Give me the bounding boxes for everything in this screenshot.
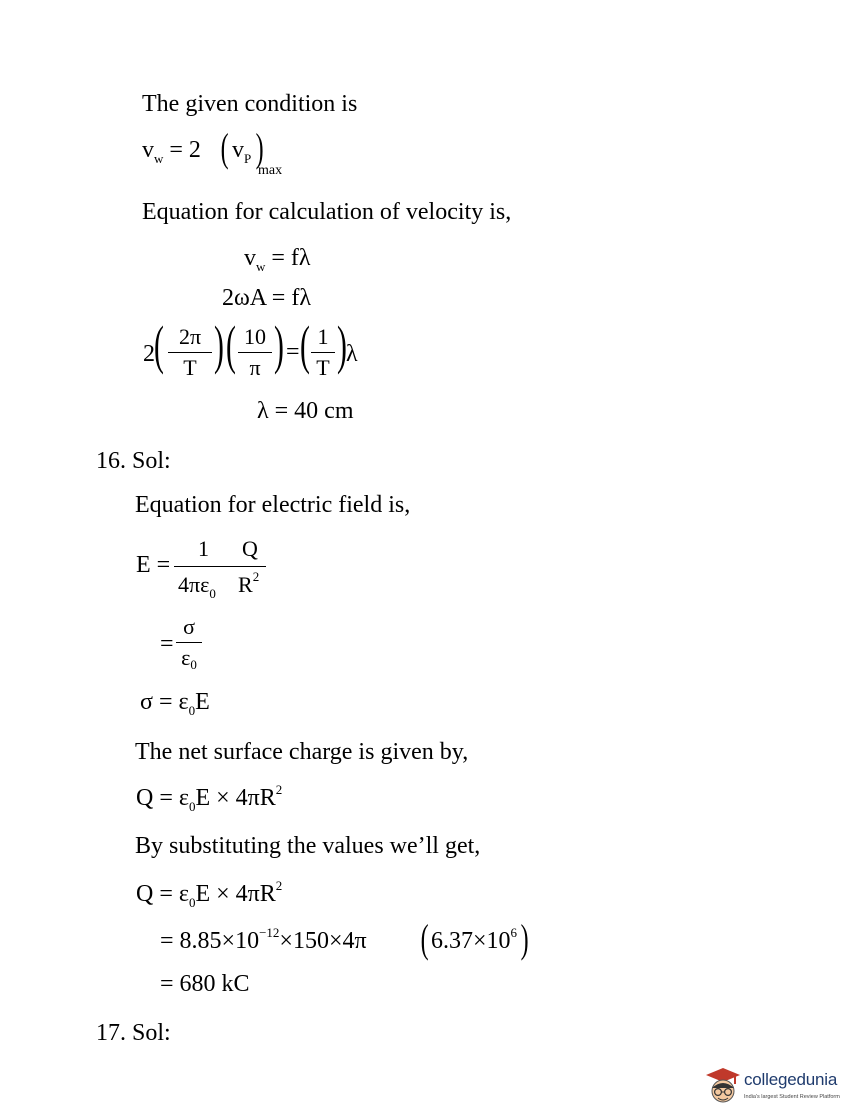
frac-lambda: λ <box>346 341 358 367</box>
fraction-1-over-T <box>311 324 335 381</box>
numeric-paren-open: ( <box>420 916 429 961</box>
sigma-post: E <box>195 689 210 715</box>
E-den-R-letter: R <box>238 572 253 597</box>
frac-coefficient: 2 <box>143 341 155 367</box>
sigma-den <box>176 642 202 671</box>
E-den-1 <box>178 572 216 601</box>
Q-equation-1 <box>136 782 283 814</box>
condition-equation <box>142 137 201 166</box>
result-equation: = 680 kC <box>160 971 250 997</box>
Q1-mid: E × 4πR <box>195 785 276 811</box>
numeric-a-sup: −12 <box>259 925 280 940</box>
logo-name: collegedunia <box>744 1070 838 1089</box>
sigma-equation <box>140 689 210 718</box>
frac-equals: = <box>286 339 300 365</box>
lambda-result: λ = 40 cm <box>257 398 354 424</box>
numeric-paren-close: ) <box>520 916 529 961</box>
inner-v <box>232 137 252 166</box>
electric-field-text: Equation for electric field is, <box>135 492 411 518</box>
fraction-3-num: 1 <box>317 324 329 349</box>
Q-equation-2 <box>136 878 283 910</box>
logo-tagline: India's largest Student Review Platform <box>744 1094 840 1100</box>
sigma-den-sub: 0 <box>190 657 197 672</box>
E-num-1: 1 <box>198 536 209 561</box>
vw-equation <box>244 245 311 274</box>
Q2-mid: E × 4πR <box>195 881 276 907</box>
vw-sub: w <box>256 259 266 274</box>
sigma-pre: σ = ε <box>140 689 189 715</box>
fraction-2pi-over-T <box>168 324 212 381</box>
velocity-equation-text: Equation for calculation of velocity is, <box>142 199 512 225</box>
sigma-den-eps: ε <box>181 645 191 670</box>
E-den-R-sup: 2 <box>252 569 260 584</box>
paren-2-close: ) <box>274 315 284 375</box>
net-charge-text: The net surface charge is given by, <box>135 739 469 765</box>
fraction-1-den: T <box>168 352 212 381</box>
question-16-heading: 16. Sol: <box>96 448 171 474</box>
numeric-c: 6.37×10 <box>431 928 511 954</box>
paren-3-close: ) <box>337 315 347 375</box>
sigma-over-eps <box>176 614 202 671</box>
vw-v: v <box>244 245 256 271</box>
paren-close: ) <box>255 125 264 170</box>
inner-v-sub: P <box>244 151 252 166</box>
collegedunia-logo <box>704 1062 854 1114</box>
sigma-frac-equals: = <box>160 631 174 657</box>
equals-two: = 2 <box>169 137 201 163</box>
E-num-Q: Q <box>242 536 258 561</box>
sigma-sub: 0 <box>188 703 196 718</box>
Q1-sup: 2 <box>275 782 283 797</box>
lhs-v: v <box>142 137 154 163</box>
numeric-c-sup: 6 <box>510 925 518 940</box>
numeric-b: ×150×4π <box>279 928 367 954</box>
omega-equation: 2ωA = fλ <box>222 285 311 311</box>
Q1-sub: 0 <box>188 799 196 814</box>
E-den-eps-sub: 0 <box>209 586 216 601</box>
lhs-sub: w <box>154 151 164 166</box>
paren-open: ( <box>220 125 229 170</box>
vw-rhs: = fλ <box>271 245 311 271</box>
inner-v-letter: v <box>232 137 244 163</box>
E-lhs: E = <box>136 552 171 578</box>
Q2-sub: 0 <box>188 895 196 910</box>
substitution-text: By substituting the values we’ll get, <box>135 833 481 859</box>
numeric-a: = 8.85×10 <box>160 928 260 954</box>
max-subscript: max <box>258 163 283 178</box>
E-den-R <box>238 569 260 597</box>
paren-2-open: ( <box>226 315 236 375</box>
Q1-pre: Q = ε <box>136 785 189 811</box>
fraction-1-num: 2π <box>178 324 202 349</box>
paren-3-open: ( <box>300 315 310 375</box>
given-condition-text: The given condition is <box>142 91 358 117</box>
paren-1-close: ) <box>214 315 224 375</box>
graduate-mascot-icon <box>704 1064 742 1110</box>
question-17-heading: 17. Sol: <box>96 1020 171 1046</box>
E-fraction-bar <box>174 566 266 567</box>
Q2-pre: Q = ε <box>136 881 189 907</box>
fraction-10-over-pi <box>238 324 272 381</box>
numeric-inner <box>431 925 518 954</box>
sigma-num: σ <box>183 614 195 639</box>
E-den-eps: 4πε <box>178 572 210 597</box>
paren-1-open: ( <box>154 315 164 375</box>
Q2-sup: 2 <box>275 878 283 893</box>
fraction-3-den: T <box>311 352 335 381</box>
fraction-2-den: π <box>238 352 272 381</box>
fraction-2-num: 10 <box>244 324 266 349</box>
numeric-equation <box>160 925 367 954</box>
